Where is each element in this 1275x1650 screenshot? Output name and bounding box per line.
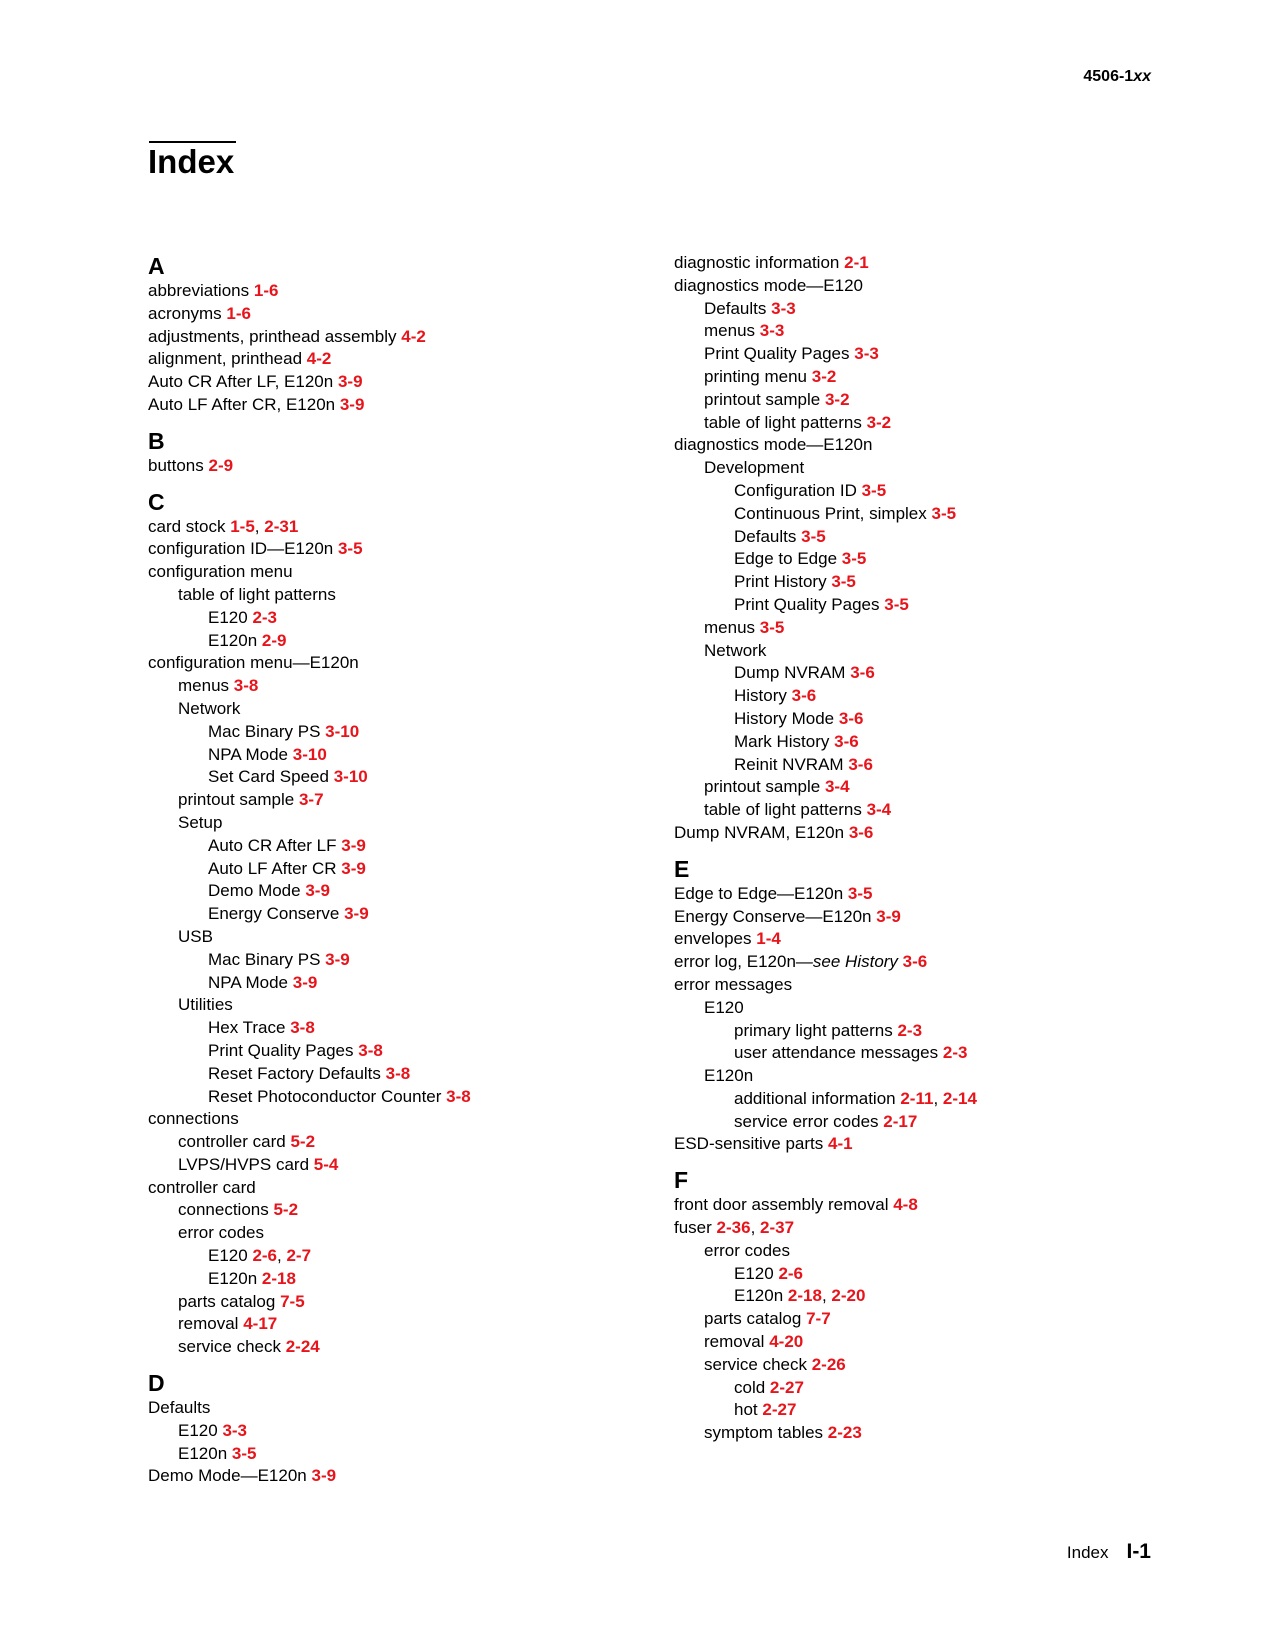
index-term: parts catalog (704, 1309, 802, 1329)
index-entry (674, 617, 1194, 640)
index-term: Defaults (704, 298, 767, 318)
index-term: E120n (704, 1066, 754, 1086)
page-footer (1067, 1540, 1151, 1564)
index-entry (148, 607, 648, 630)
page-reference-link[interactable]: 3-5 (861, 480, 887, 500)
index-entry (674, 754, 1194, 777)
index-entry (674, 298, 1194, 321)
index-term: Configuration ID (734, 480, 857, 500)
index-entry (148, 1222, 648, 1245)
index-entry (674, 412, 1194, 435)
index-term: Reset Photoconductor Counter (208, 1086, 442, 1106)
index-term: Energy Conserve—E120n (674, 906, 872, 926)
index-term: Auto CR After LF, E120n (148, 372, 334, 392)
index-entry (148, 1086, 648, 1109)
index-entry (148, 280, 648, 303)
page-reference-link[interactable]: 3-9 (876, 906, 901, 926)
document-code-prefix: 4506-1 (1083, 68, 1134, 85)
index-entry (148, 926, 648, 949)
page-reference-link[interactable]: 3-5 (847, 883, 873, 903)
page-reference-link[interactable]: 3-5 (337, 539, 363, 559)
index-term: printout sample (704, 777, 821, 797)
page-reference-link[interactable]: 3-8 (385, 1063, 411, 1083)
index-entry (674, 457, 1194, 480)
page-reference-link[interactable]: 3-5 (931, 503, 957, 523)
page-reference-link[interactable]: 3-9 (292, 972, 318, 992)
index-entry (674, 275, 1194, 298)
index-entry (148, 880, 648, 903)
index-term: Edge to Edge (734, 549, 838, 569)
index-entry (148, 1154, 648, 1177)
index-entry (148, 698, 648, 721)
index-entry (148, 835, 648, 858)
index-term: configuration menu—E120n (148, 653, 359, 673)
index-entry (148, 630, 648, 653)
page-reference-link[interactable]: 3-8 (290, 1018, 315, 1038)
index-term: removal (704, 1332, 765, 1352)
index-term: menus (704, 617, 756, 637)
page-reference-link[interactable]: 3-9 (341, 835, 366, 855)
page-reference-link[interactable]: 3-9 (339, 394, 365, 414)
index-term: Auto LF After CR, E120n (148, 394, 336, 414)
index-term: table of light patterns (704, 800, 862, 820)
index-term: Reinit NVRAM (734, 754, 844, 774)
page-reference-link[interactable]: 3-9 (325, 949, 350, 969)
index-term: E120 (734, 1263, 774, 1283)
page-reference-link[interactable]: 3-7 (298, 790, 324, 810)
page-reference-link[interactable]: 5-4 (313, 1154, 339, 1174)
index-entry (148, 1131, 648, 1154)
index-term: menus (704, 321, 756, 341)
index-term: fuser (674, 1218, 712, 1238)
index-entry (674, 1354, 1194, 1377)
index-term: error messages (674, 974, 793, 994)
page-reference-link[interactable]: 3-9 (337, 372, 363, 392)
index-term: E120n (208, 1268, 258, 1288)
index-term: Print Quality Pages (734, 594, 880, 614)
page-reference-link[interactable]: 2-1 (844, 253, 869, 272)
page-reference-link[interactable]: 3-10 (325, 721, 360, 741)
index-term: configuration menu (148, 562, 293, 582)
page-reference-link[interactable]: 5-2 (273, 1200, 299, 1220)
page-reference-link[interactable]: 3-3 (854, 344, 879, 364)
index-term: removal (178, 1314, 239, 1334)
page-reference-link[interactable]: 4-1 (828, 1134, 853, 1154)
page-reference-link[interactable]: 2-23 (827, 1423, 862, 1443)
index-term: printout sample (178, 790, 295, 810)
page-reference-link[interactable]: 3-8 (358, 1040, 383, 1060)
page-reference-link[interactable]: 1-6 (253, 281, 279, 300)
index-term: Dump NVRAM, E120n (674, 822, 845, 842)
index-entry (148, 326, 648, 349)
page-reference-link[interactable]: 2-14 (942, 1088, 977, 1108)
page-reference-link[interactable]: 3-6 (902, 952, 928, 972)
index-entry (674, 1133, 1194, 1156)
index-term: Demo Mode (208, 881, 301, 901)
page-reference-link[interactable]: 1-5 (230, 516, 255, 536)
index-entry (148, 1420, 648, 1443)
index-entry (674, 1240, 1194, 1263)
index-entry (674, 974, 1194, 997)
index-term: printout sample (704, 389, 821, 409)
index-term: Energy Conserve (208, 904, 340, 924)
index-entry (674, 822, 1194, 845)
page-reference-link[interactable]: 3-8 (233, 676, 259, 696)
page-reference-link[interactable]: 2-18 (261, 1268, 296, 1288)
index-entry (674, 640, 1194, 663)
index-entry (674, 883, 1194, 906)
index-entry (148, 858, 648, 881)
index-term: Mac Binary PS (208, 949, 321, 969)
page-reference-link[interactable]: 1-4 (756, 929, 781, 949)
index-entry (148, 994, 648, 1017)
index-entry (674, 662, 1194, 685)
page-reference-link[interactable]: 2-3 (252, 607, 278, 627)
page-reference-link[interactable]: 2-3 (942, 1043, 968, 1063)
index-term: Print History (734, 572, 827, 592)
page-reference-link[interactable]: 3-9 (311, 1466, 337, 1486)
index-term: Reset Factory Defaults (208, 1063, 381, 1083)
index-entry (148, 1063, 648, 1086)
index-term: Auto LF After CR (208, 858, 337, 878)
page-reference-link[interactable]: 3-6 (848, 822, 874, 842)
index-term: envelopes (674, 929, 752, 949)
index-term: Development (704, 458, 805, 478)
index-entry (148, 561, 648, 584)
index-entry (148, 949, 648, 972)
index-term: hot (734, 1400, 758, 1420)
index-entry (148, 538, 648, 561)
index-entry (674, 731, 1194, 754)
page-reference-link[interactable]: 3-5 (884, 594, 909, 614)
index-entry (674, 1399, 1194, 1422)
index-term: error codes (704, 1240, 790, 1260)
index-term: USB (178, 926, 213, 946)
page-reference-link[interactable]: 3-3 (759, 321, 785, 341)
page-reference-link[interactable]: 2-17 (883, 1111, 918, 1131)
page-reference-link[interactable]: 3-5 (231, 1443, 257, 1463)
page-reference-link[interactable]: 3-6 (838, 708, 864, 728)
page-reference-link[interactable]: 3-9 (305, 881, 330, 901)
index-entry (674, 708, 1194, 731)
index-term: printing menu (704, 366, 808, 386)
index-term: Edge to Edge—E120n (674, 883, 844, 903)
index-entry (674, 997, 1194, 1020)
index-entry (674, 906, 1194, 929)
index-term: error codes (178, 1223, 264, 1243)
index-term: cold (734, 1377, 766, 1397)
page-reference-link[interactable]: 3-10 (333, 767, 368, 787)
index-entry (148, 1017, 648, 1040)
page-reference-link[interactable]: 3-6 (791, 686, 817, 706)
index-term: Network (178, 698, 241, 718)
index-term: Utilities (178, 995, 233, 1015)
index-entry (148, 1040, 648, 1063)
page-reference-link[interactable]: 3-2 (811, 366, 837, 386)
page-reference-link[interactable]: 2-9 (261, 630, 287, 650)
index-term: Dump NVRAM (734, 663, 846, 683)
index-entry (674, 366, 1194, 389)
index-letter-heading: A (148, 253, 165, 279)
index-term: table of light patterns (704, 412, 862, 432)
index-term: connections (178, 1200, 269, 1220)
page-reference-link[interactable]: 3-5 (841, 549, 867, 569)
index-term: symptom tables (704, 1423, 824, 1443)
index-entry: E120n 2-18, 2-20 (734, 1286, 866, 1306)
page-reference-link[interactable]: 3-6 (850, 663, 875, 683)
index-term: parts catalog (178, 1291, 276, 1311)
index-term: E120 (178, 1420, 218, 1440)
index-term: diagnostics mode—E120 (674, 275, 864, 295)
page-title: Index (148, 143, 235, 180)
index-entry (674, 389, 1194, 412)
index-letter-heading: D (148, 1370, 165, 1397)
index-term: Print Quality Pages (208, 1040, 354, 1060)
index-term: primary light patterns (734, 1020, 893, 1040)
index-entry (674, 1263, 1194, 1286)
index-letter-heading: C (148, 488, 165, 515)
index-entry (674, 252, 1194, 275)
page-reference-link[interactable]: 3-3 (771, 298, 796, 318)
page-reference-link[interactable]: 2-7 (286, 1246, 312, 1266)
page-reference-link[interactable]: 2-31 (264, 516, 299, 536)
page-reference-link[interactable]: 2-6 (778, 1263, 804, 1283)
document-code (1083, 68, 1151, 86)
index-term: Mark History (734, 731, 830, 751)
page-reference-link[interactable]: 2-18 (787, 1286, 822, 1306)
page-reference-link[interactable]: 4-17 (243, 1314, 278, 1334)
index-term: NPA Mode (208, 972, 289, 992)
page-reference-link[interactable]: 3-5 (801, 526, 826, 546)
page-reference-link[interactable]: 2-27 (762, 1400, 797, 1420)
index-entry (148, 652, 648, 675)
index-entry (674, 1042, 1194, 1065)
index-entry: E120 2-6, 2-7 (208, 1246, 312, 1266)
index-term: ESD-sensitive parts (674, 1134, 824, 1154)
index-entry (148, 1268, 648, 1291)
page-reference-link[interactable]: 2-37 (760, 1218, 795, 1238)
index-entry (148, 1313, 648, 1336)
page-reference-link[interactable]: 2-24 (285, 1337, 320, 1357)
page-reference-link[interactable]: 3-9 (341, 858, 366, 878)
index-entry (674, 1111, 1194, 1134)
index-term: E120n (734, 1286, 784, 1306)
index-entry (674, 1331, 1194, 1354)
index-term: user attendance messages (734, 1043, 939, 1063)
index-term: E120 (704, 997, 744, 1017)
index-entry (148, 675, 648, 698)
page-number: I-1 (1126, 1540, 1151, 1563)
index-entry (148, 1397, 648, 1420)
index-term: Print Quality Pages (704, 344, 850, 364)
index-letter-heading: F (674, 1167, 689, 1194)
index-term: front door assembly removal (674, 1195, 889, 1215)
index-term: E120n (208, 630, 258, 650)
index-entry (674, 799, 1194, 822)
page-reference-link[interactable]: 2-3 (897, 1020, 923, 1040)
index-term: card stock (148, 516, 226, 536)
page-reference-link[interactable]: 3-2 (866, 412, 892, 432)
index-term: table of light patterns (178, 584, 336, 604)
index-entry (674, 320, 1194, 343)
index-term: Auto CR After LF (208, 835, 337, 855)
page-reference-link[interactable]: 2-11 (900, 1088, 934, 1108)
index-entry (674, 1377, 1194, 1400)
index-entry (674, 1065, 1194, 1088)
index-term: additional information (734, 1088, 896, 1108)
index-cross-reference: see History (812, 952, 898, 972)
index-term: connections (148, 1109, 239, 1129)
index-entry (148, 972, 648, 995)
index-term: History Mode (734, 708, 835, 728)
index-entry (148, 1108, 648, 1131)
page-reference-link[interactable]: 4-20 (769, 1332, 804, 1352)
index-term: Set Card Speed (208, 767, 329, 787)
index-term: adjustments, printhead assembly (148, 326, 397, 346)
index-entry (148, 1199, 648, 1222)
index-term: Defaults (734, 526, 797, 546)
page-reference-link[interactable]: 2-27 (769, 1377, 804, 1397)
page-reference-link[interactable]: 2-20 (831, 1286, 866, 1306)
page-reference-link[interactable]: 4-8 (893, 1195, 918, 1215)
index-term: controller card (178, 1132, 286, 1152)
index-entry (148, 303, 648, 326)
index-entry (674, 594, 1194, 617)
index-letter-heading: B (148, 427, 165, 454)
index-entry (674, 1020, 1194, 1043)
page-reference-link[interactable]: 7-5 (280, 1291, 305, 1311)
index-term: alignment, printhead (148, 349, 303, 369)
index-entry (148, 348, 648, 371)
index-entry (148, 1336, 648, 1359)
page-reference-link[interactable]: 3-6 (848, 754, 873, 774)
index-term: Hex Trace (208, 1018, 286, 1038)
index-entry: card stock 1-5, 2-31 (148, 516, 299, 536)
index-term: abbreviations (148, 281, 250, 300)
document-code-suffix: xx (1133, 68, 1151, 85)
index-column-left (148, 252, 648, 1488)
index-term: menus (178, 676, 230, 696)
index-entry (148, 371, 648, 394)
index-term: E120 (208, 607, 248, 627)
page-reference-link[interactable]: 3-4 (866, 800, 892, 820)
index-term: E120 (208, 1246, 248, 1266)
index-term: E120n (178, 1443, 228, 1463)
index-entry (674, 1422, 1194, 1445)
index-entry (148, 721, 648, 744)
index-term: Defaults (148, 1398, 211, 1418)
page-reference-link[interactable]: 4-2 (306, 349, 332, 369)
page-reference-link[interactable]: 4-2 (401, 326, 426, 346)
page-reference-link[interactable]: 2-36 (716, 1218, 751, 1238)
index-term: buttons (148, 455, 204, 475)
index-entry: additional information 2-11, 2-14 (734, 1088, 977, 1108)
index-term: service error codes (734, 1111, 879, 1131)
page-reference-link[interactable]: 5-2 (290, 1132, 316, 1152)
index-term: diagnostics mode—E120n (674, 435, 873, 455)
index-term: acronyms (148, 303, 222, 323)
page-reference-link[interactable]: 2-26 (811, 1354, 846, 1374)
index-term: diagnostic information (674, 253, 840, 272)
index-entry (674, 928, 1194, 951)
index-entry (148, 744, 648, 767)
index-entry (148, 455, 648, 478)
page-reference-link[interactable]: 3-3 (222, 1420, 248, 1440)
index-column-right (674, 252, 1194, 1445)
index-term: History (734, 686, 787, 706)
index-entry: fuser 2-36, 2-37 (674, 1218, 795, 1238)
page-reference-link[interactable]: 3-8 (446, 1086, 471, 1106)
index-entry (674, 1194, 1194, 1217)
index-entry (674, 526, 1194, 549)
index-entry (674, 480, 1194, 503)
index-entry (674, 1308, 1194, 1331)
index-term: configuration ID—E120n (148, 539, 334, 559)
index-term: service check (178, 1337, 281, 1357)
index-term: Mac Binary PS (208, 721, 321, 741)
page-reference-link[interactable]: 3-2 (824, 389, 850, 409)
index-entry (674, 434, 1194, 457)
index-entry (148, 584, 648, 607)
index-entry (674, 685, 1194, 708)
index-entry (674, 343, 1194, 366)
index-entry (148, 903, 648, 926)
page-reference-link[interactable]: 3-10 (292, 744, 327, 764)
page-reference-link[interactable]: 3-4 (824, 777, 850, 797)
index-entry (148, 1443, 648, 1466)
index-term: NPA Mode (208, 744, 289, 764)
index-entry (674, 951, 1194, 974)
index-entry (148, 1177, 648, 1200)
page-reference-link[interactable]: 2-9 (208, 455, 234, 475)
page-reference-link[interactable]: 3-5 (759, 617, 785, 637)
page-reference-link[interactable]: 1-6 (226, 303, 251, 323)
index-term: error log, E120n— (674, 952, 813, 972)
page-reference-link[interactable]: 7-7 (806, 1309, 831, 1329)
index-entry (148, 394, 648, 417)
index-term: LVPS/HVPS card (178, 1154, 310, 1174)
index-term: service check (704, 1354, 807, 1374)
index-entry (148, 1465, 648, 1488)
page-reference-link[interactable]: 3-5 (831, 572, 856, 592)
index-entry (674, 503, 1194, 526)
index-term: Setup (178, 812, 223, 832)
index-entry (674, 548, 1194, 571)
page-reference-link[interactable]: 3-9 (344, 904, 369, 924)
index-letter-heading: E (674, 855, 690, 882)
index-term: controller card (148, 1177, 256, 1197)
index-entry (674, 571, 1194, 594)
index-entry (674, 776, 1194, 799)
page-reference-link[interactable]: 3-6 (834, 731, 859, 751)
index-entry (148, 812, 648, 835)
index-term: Demo Mode—E120n (148, 1466, 307, 1486)
index-entry (148, 789, 648, 812)
index-term: Network (704, 640, 767, 660)
index-entry (148, 1291, 648, 1314)
index-entry (148, 766, 648, 789)
page-reference-link[interactable]: 2-6 (252, 1246, 278, 1266)
index-term: Continuous Print, simplex (734, 503, 927, 523)
footer-label: Index (1066, 1543, 1109, 1562)
